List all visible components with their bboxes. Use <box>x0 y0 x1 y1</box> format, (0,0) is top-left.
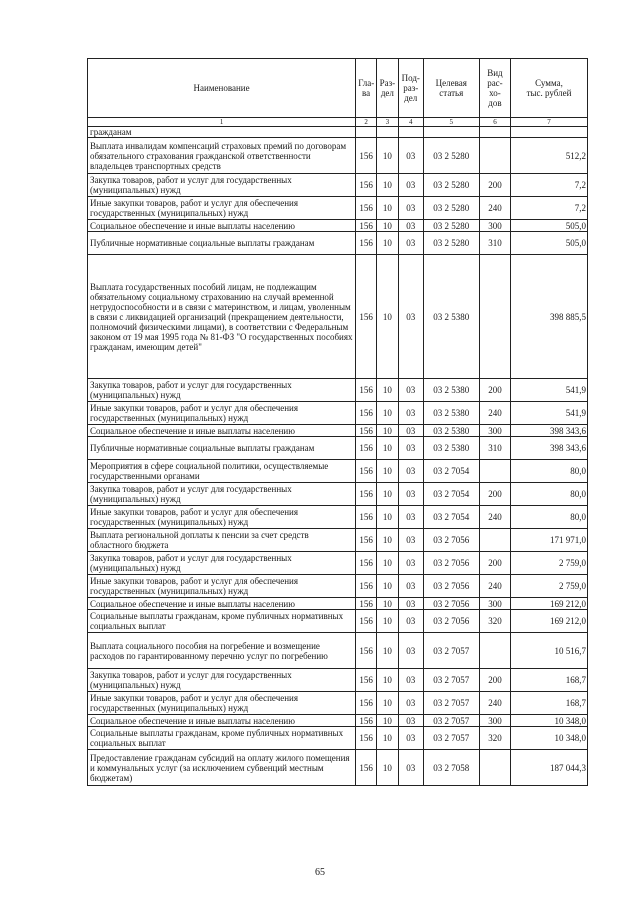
row-razdel: 10 <box>376 506 398 529</box>
table-row <box>88 425 588 437</box>
row-expense-type: 240 <box>479 692 510 715</box>
table-row <box>88 255 588 379</box>
row-name: Социальное обеспечение и иные выплаты населению <box>88 220 356 232</box>
row-expense-type: 310 <box>479 437 510 460</box>
row-target-article: 03 2 7057 <box>423 633 479 669</box>
row-name: Закупка товаров, работ и услуг для государственных (муниципальных) нужд <box>88 669 356 692</box>
row-razdel: 10 <box>376 425 398 437</box>
row-target-article: 03 2 7056 <box>423 529 479 552</box>
row-podrazdel: 03 <box>398 437 423 460</box>
row-expense-type: 240 <box>479 402 510 425</box>
row-podrazdel: 03 <box>398 483 423 506</box>
row-razdel: 10 <box>376 255 398 379</box>
table-row <box>88 575 588 598</box>
row-glava: 156 <box>356 437 377 460</box>
row-glava: 156 <box>356 669 377 692</box>
row-sum: 398 343,6 <box>511 425 588 437</box>
row-target-article: 03 2 7056 <box>423 552 479 575</box>
row-sum: 7,2 <box>511 197 588 220</box>
row-target-article: 03 2 7054 <box>423 506 479 529</box>
row-expense-type <box>479 255 510 379</box>
col-header-sum: Сумма, тыс. рублей <box>511 59 588 118</box>
row-expense-type <box>479 750 510 786</box>
col-header-expense-type: Вид рас- хо- дов <box>479 59 510 118</box>
row-razdel: 10 <box>376 692 398 715</box>
row-target-article: 03 2 7056 <box>423 575 479 598</box>
table-row <box>88 379 588 402</box>
col-header-glava: Гла- ва <box>356 59 377 118</box>
row-razdel: 10 <box>376 598 398 610</box>
table-row <box>88 598 588 610</box>
row-expense-type: 300 <box>479 715 510 727</box>
table-row <box>88 727 588 750</box>
row-target-article: 03 2 5380 <box>423 402 479 425</box>
row-name: Социальные выплаты гражданам, кроме публичных нормативных социальных выплат <box>88 727 356 750</box>
table-row <box>88 402 588 425</box>
row-podrazdel: 03 <box>398 610 423 633</box>
row-expense-type: 200 <box>479 552 510 575</box>
row-podrazdel: 03 <box>398 220 423 232</box>
row-name: Закупка товаров, работ и услуг для государственных (муниципальных) нужд <box>88 552 356 575</box>
row-target-article: 03 2 7057 <box>423 727 479 750</box>
row-razdel: 10 <box>376 529 398 552</box>
col-number: 2 <box>356 118 377 127</box>
row-glava: 156 <box>356 379 377 402</box>
row-target-article: 03 2 7057 <box>423 669 479 692</box>
row-glava: 156 <box>356 692 377 715</box>
table-row <box>88 750 588 786</box>
row-sum: 168,7 <box>511 669 588 692</box>
table-row <box>88 633 588 669</box>
row-sum: 398 343,6 <box>511 437 588 460</box>
budget-table <box>87 58 588 786</box>
row-glava: 156 <box>356 174 377 197</box>
row-razdel: 10 <box>376 669 398 692</box>
col-number: 1 <box>88 118 356 127</box>
row-podrazdel: 03 <box>398 425 423 437</box>
row-target-article: 03 2 5380 <box>423 255 479 379</box>
row-razdel: 10 <box>376 727 398 750</box>
row-razdel: 10 <box>376 750 398 786</box>
row-glava: 156 <box>356 425 377 437</box>
row-razdel <box>376 127 398 138</box>
row-sum: 512,2 <box>511 138 588 174</box>
row-glava: 156 <box>356 610 377 633</box>
row-podrazdel <box>398 127 423 138</box>
row-target-article: 03 2 7054 <box>423 460 479 483</box>
row-podrazdel: 03 <box>398 715 423 727</box>
table-row <box>88 138 588 174</box>
row-glava: 156 <box>356 598 377 610</box>
row-sum: 80,0 <box>511 506 588 529</box>
row-razdel: 10 <box>376 402 398 425</box>
row-razdel: 10 <box>376 138 398 174</box>
row-sum: 398 885,5 <box>511 255 588 379</box>
row-name: Социальное обеспечение и иные выплаты населению <box>88 715 356 727</box>
row-expense-type: 240 <box>479 575 510 598</box>
table-row <box>88 174 588 197</box>
row-sum: 169 212,0 <box>511 610 588 633</box>
row-sum: 7,2 <box>511 174 588 197</box>
table-row <box>88 506 588 529</box>
row-name: Публичные нормативные социальные выплаты гражданам <box>88 437 356 460</box>
row-sum: 187 044,3 <box>511 750 588 786</box>
row-expense-type: 200 <box>479 483 510 506</box>
table-row <box>88 460 588 483</box>
row-target-article: 03 2 5280 <box>423 220 479 232</box>
row-name: Социальное обеспечение и иные выплаты населению <box>88 425 356 437</box>
column-number-row <box>88 118 588 127</box>
row-sum: 80,0 <box>511 460 588 483</box>
row-name: Иные закупки товаров, работ и услуг для обеспечения государственных (муниципальных) нужд <box>88 575 356 598</box>
row-expense-type: 240 <box>479 506 510 529</box>
row-target-article: 03 2 5380 <box>423 437 479 460</box>
row-podrazdel: 03 <box>398 255 423 379</box>
row-sum: 168,7 <box>511 692 588 715</box>
row-target-article: 03 2 7057 <box>423 692 479 715</box>
row-razdel: 10 <box>376 552 398 575</box>
row-name: Иные закупки товаров, работ и услуг для обеспечения государственных (муниципальных) нужд <box>88 402 356 425</box>
row-razdel: 10 <box>376 174 398 197</box>
row-name: Иные закупки товаров, работ и услуг для обеспечения государственных (муниципальных) нужд <box>88 197 356 220</box>
row-glava: 156 <box>356 552 377 575</box>
row-name: Социальные выплаты гражданам, кроме публичных нормативных социальных выплат <box>88 610 356 633</box>
row-name: гражданам <box>88 127 356 138</box>
row-glava: 156 <box>356 715 377 727</box>
row-sum: 10 348,0 <box>511 715 588 727</box>
row-sum: 10 348,0 <box>511 727 588 750</box>
row-razdel: 10 <box>376 575 398 598</box>
row-sum: 169 212,0 <box>511 598 588 610</box>
col-header-podrazdel: Под- раз- дел <box>398 59 423 118</box>
row-razdel: 10 <box>376 715 398 727</box>
page-number: 65 <box>315 867 325 878</box>
table-row <box>88 220 588 232</box>
row-target-article: 03 2 5280 <box>423 138 479 174</box>
row-expense-type: 300 <box>479 220 510 232</box>
row-sum: 2 759,0 <box>511 552 588 575</box>
row-podrazdel: 03 <box>398 727 423 750</box>
row-target-article: 03 2 7054 <box>423 483 479 506</box>
row-name: Выплата инвалидам компенсаций страховых премий по договорам обязательного страхования гражданской ответственности владельцев транспортных средств <box>88 138 356 174</box>
row-target-article: 03 2 5280 <box>423 232 479 255</box>
row-expense-type: 320 <box>479 727 510 750</box>
row-sum: 505,0 <box>511 220 588 232</box>
row-glava: 156 <box>356 197 377 220</box>
row-expense-type <box>479 138 510 174</box>
row-glava: 156 <box>356 506 377 529</box>
row-target-article: 03 2 7057 <box>423 715 479 727</box>
row-sum: 10 516,7 <box>511 633 588 669</box>
table-row <box>88 669 588 692</box>
row-podrazdel: 03 <box>398 598 423 610</box>
row-sum: 541,9 <box>511 402 588 425</box>
row-razdel: 10 <box>376 437 398 460</box>
row-sum: 505,0 <box>511 232 588 255</box>
col-number: 6 <box>479 118 510 127</box>
row-razdel: 10 <box>376 379 398 402</box>
table-row <box>88 127 588 138</box>
row-podrazdel: 03 <box>398 402 423 425</box>
row-podrazdel: 03 <box>398 552 423 575</box>
table-row <box>88 529 588 552</box>
table-header-row <box>88 59 588 118</box>
row-sum: 80,0 <box>511 483 588 506</box>
row-glava: 156 <box>356 220 377 232</box>
row-podrazdel: 03 <box>398 529 423 552</box>
row-glava: 156 <box>356 402 377 425</box>
row-glava: 156 <box>356 529 377 552</box>
table-row <box>88 197 588 220</box>
row-target-article: 03 2 5380 <box>423 425 479 437</box>
row-target-article: 03 2 7056 <box>423 610 479 633</box>
row-target-article: 03 2 5380 <box>423 379 479 402</box>
row-podrazdel: 03 <box>398 197 423 220</box>
row-glava: 156 <box>356 232 377 255</box>
row-expense-type: 320 <box>479 610 510 633</box>
row-expense-type: 200 <box>479 379 510 402</box>
row-glava: 156 <box>356 633 377 669</box>
table-row <box>88 437 588 460</box>
table-row <box>88 232 588 255</box>
col-number: 7 <box>511 118 588 127</box>
col-number: 5 <box>423 118 479 127</box>
row-podrazdel: 03 <box>398 692 423 715</box>
row-target-article: 03 2 5280 <box>423 174 479 197</box>
row-expense-type <box>479 460 510 483</box>
row-podrazdel: 03 <box>398 379 423 402</box>
row-sum: 2 759,0 <box>511 575 588 598</box>
row-name: Закупка товаров, работ и услуг для государственных (муниципальных) нужд <box>88 379 356 402</box>
row-name: Закупка товаров, работ и услуг для государственных (муниципальных) нужд <box>88 174 356 197</box>
row-podrazdel: 03 <box>398 174 423 197</box>
table-row <box>88 715 588 727</box>
row-glava: 156 <box>356 255 377 379</box>
row-podrazdel: 03 <box>398 633 423 669</box>
col-number: 4 <box>398 118 423 127</box>
row-target-article: 03 2 7058 <box>423 750 479 786</box>
row-target-article: 03 2 5280 <box>423 197 479 220</box>
row-podrazdel: 03 <box>398 460 423 483</box>
row-target-article: 03 2 7056 <box>423 598 479 610</box>
row-glava: 156 <box>356 727 377 750</box>
col-header-razdel: Раз- дел <box>376 59 398 118</box>
table-row <box>88 610 588 633</box>
row-expense-type: 300 <box>479 425 510 437</box>
row-expense-type: 310 <box>479 232 510 255</box>
table-row <box>88 692 588 715</box>
row-expense-type <box>479 633 510 669</box>
row-name: Иные закупки товаров, работ и услуг для обеспечения государственных (муниципальных) нужд <box>88 506 356 529</box>
row-glava: 156 <box>356 138 377 174</box>
row-sum: 541,9 <box>511 379 588 402</box>
row-name: Социальное обеспечение и иные выплаты населению <box>88 598 356 610</box>
row-name: Предоставление гражданам субсидий на оплату жилого помещения и коммунальных услуг (за исключением субвенций местным бюджетам) <box>88 750 356 786</box>
row-razdel: 10 <box>376 232 398 255</box>
row-razdel: 10 <box>376 220 398 232</box>
col-header-target-article: Целевая статья <box>423 59 479 118</box>
table-row <box>88 483 588 506</box>
row-name: Закупка товаров, работ и услуг для государственных (муниципальных) нужд <box>88 483 356 506</box>
row-glava: 156 <box>356 460 377 483</box>
row-glava: 156 <box>356 483 377 506</box>
row-podrazdel: 03 <box>398 138 423 174</box>
row-target-article <box>423 127 479 138</box>
row-podrazdel: 03 <box>398 232 423 255</box>
row-name: Иные закупки товаров, работ и услуг для обеспечения государственных (муниципальных) нужд <box>88 692 356 715</box>
row-expense-type: 300 <box>479 598 510 610</box>
row-podrazdel: 03 <box>398 506 423 529</box>
row-glava: 156 <box>356 750 377 786</box>
row-name: Публичные нормативные социальные выплаты гражданам <box>88 232 356 255</box>
row-name: Выплата социального пособия на погребение и возмещение расходов по гарантированному перечню услуг по погребению <box>88 633 356 669</box>
row-expense-type: 200 <box>479 669 510 692</box>
col-header-name: Наименование <box>88 59 356 118</box>
row-name: Выплата государственных пособий лицам, не подлежащим обязательному социальному страхованию на случай временной нетрудоспособности и в связи с материнством, и лицам, уволенным в связи с ликвидацией организаций (прекращением деятельности, полномочий физическими лицами), в соответствии с Федеральным законом от 19 мая 1995 года № 81-ФЗ "О государственных пособиях гражданам, имеющим детей" <box>88 255 356 379</box>
row-razdel: 10 <box>376 633 398 669</box>
row-name: Мероприятия в сфере социальной политики, осуществляемые государственными органами <box>88 460 356 483</box>
row-podrazdel: 03 <box>398 575 423 598</box>
col-number: 3 <box>376 118 398 127</box>
row-razdel: 10 <box>376 610 398 633</box>
row-razdel: 10 <box>376 460 398 483</box>
row-name: Выплата региональной доплаты к пенсии за счет средств областного бюджета <box>88 529 356 552</box>
row-podrazdel: 03 <box>398 750 423 786</box>
row-razdel: 10 <box>376 483 398 506</box>
row-expense-type <box>479 127 510 138</box>
row-expense-type: 240 <box>479 197 510 220</box>
row-sum: 171 971,0 <box>511 529 588 552</box>
row-glava <box>356 127 377 138</box>
row-expense-type: 200 <box>479 174 510 197</box>
row-razdel: 10 <box>376 197 398 220</box>
table-row <box>88 552 588 575</box>
row-glava: 156 <box>356 575 377 598</box>
row-expense-type <box>479 529 510 552</box>
row-podrazdel: 03 <box>398 669 423 692</box>
row-sum <box>511 127 588 138</box>
